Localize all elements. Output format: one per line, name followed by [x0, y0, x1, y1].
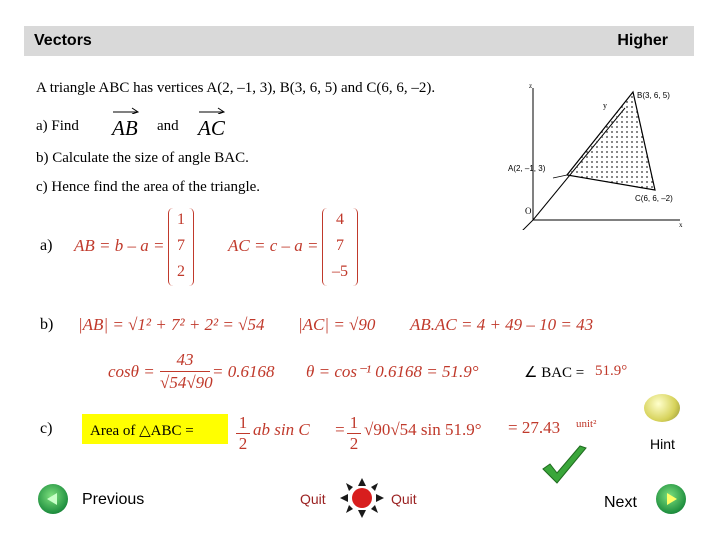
- cos-result: = 0.6168: [212, 362, 275, 381]
- half-numerator-2: 1: [349, 413, 359, 432]
- area-label: Area of △ABC =: [90, 423, 194, 439]
- cos-denominator: √54√90: [160, 373, 213, 392]
- topic-title: Vectors: [34, 32, 92, 49]
- arrow-right-icon: [656, 484, 686, 514]
- theta-result: θ = cos⁻¹ 0.6168 = 51.9°: [306, 362, 479, 381]
- answer-b-label: b): [40, 316, 54, 333]
- arrow-left-icon: [38, 484, 68, 514]
- point-b-label: B(3, 6, 5): [637, 91, 670, 100]
- ac-component: 7: [336, 237, 344, 254]
- ab-component: 2: [177, 263, 185, 280]
- previous-button[interactable]: Previous: [82, 491, 145, 508]
- quit-left-button[interactable]: Quit: [300, 491, 326, 507]
- cos-lhs: cosθ =: [108, 362, 155, 381]
- ab-component: 7: [177, 237, 185, 254]
- point-a-label: A(2, –1, 3): [508, 164, 546, 173]
- level-label: Higher: [617, 32, 668, 49]
- angle-bac-value: 51.9°: [595, 363, 628, 379]
- area-unit: unit²: [576, 418, 597, 430]
- cos-numerator: 43: [176, 350, 194, 369]
- half-fraction-2: [347, 413, 361, 454]
- ac-component: 4: [336, 211, 344, 228]
- fraction-bar: [160, 371, 210, 372]
- next-arrow-button[interactable]: [656, 484, 686, 514]
- point-c-label: C(6, 6, –2): [635, 194, 673, 203]
- area-substitution: √90√54 sin 51.9°: [364, 420, 482, 439]
- part-a-and: and: [157, 118, 179, 134]
- hint-label[interactable]: Hint: [650, 436, 675, 452]
- area-label-highlight: [82, 414, 228, 444]
- angle-bac-label: ∠ BAC =: [524, 365, 585, 381]
- checkmark-icon: [540, 443, 590, 489]
- answer-a-label: a): [40, 237, 53, 254]
- next-button[interactable]: Next: [604, 494, 637, 511]
- half-numerator: 1: [238, 413, 248, 432]
- part-b-text: b) Calculate the size of angle BAC.: [36, 150, 249, 166]
- arrow-icon: [112, 106, 140, 114]
- triangle-diagram: [505, 80, 705, 230]
- ab-component: 1: [177, 211, 185, 228]
- dot-product: AB.AC = 4 + 49 – 10 = 43: [410, 315, 594, 334]
- magnitude-ac: |AC| = √90: [298, 315, 376, 334]
- axis-x-label: x: [679, 221, 683, 229]
- magnitude-ab: |AB| = √1² + 7² + 2² = √54: [78, 315, 265, 334]
- half-fraction: [236, 413, 250, 454]
- area-equals: =: [334, 420, 346, 439]
- half-denominator: 2: [238, 434, 248, 453]
- arrow-icon: [198, 106, 226, 114]
- part-a-label: a) Find: [36, 118, 79, 134]
- area-result: = 27.43: [508, 418, 561, 437]
- cos-fraction: [160, 350, 213, 393]
- hint-bulb-button[interactable]: [644, 394, 680, 422]
- answer-c-label: c): [40, 420, 53, 437]
- ac-component: –5: [332, 263, 348, 280]
- quit-stop-icon[interactable]: [340, 478, 384, 518]
- area-formula: ab sin C: [253, 420, 310, 439]
- question-stem: A triangle ABC has vertices A(2, –1, 3), B(3, 6, 5) and C(6, 6, –2).: [36, 80, 436, 96]
- axis-z-label: z: [529, 82, 533, 90]
- ac-expression: AC = c – a =: [228, 236, 319, 255]
- vector-ac-symbol: AC: [198, 116, 225, 141]
- vector-ab-symbol: AB: [112, 116, 138, 141]
- axis-y-label: y: [603, 101, 607, 110]
- part-c-text: c) Hence find the area of the triangle.: [36, 179, 261, 195]
- ac-column-vector: [322, 208, 358, 286]
- quit-right-button[interactable]: Quit: [391, 491, 417, 507]
- origin-label: O: [525, 206, 532, 216]
- ab-column-vector: [168, 208, 194, 286]
- header-bar: [24, 26, 694, 56]
- ab-expression: AB = b – a =: [74, 236, 165, 255]
- half-denominator-2: 2: [349, 434, 359, 453]
- previous-arrow-button[interactable]: [38, 484, 68, 514]
